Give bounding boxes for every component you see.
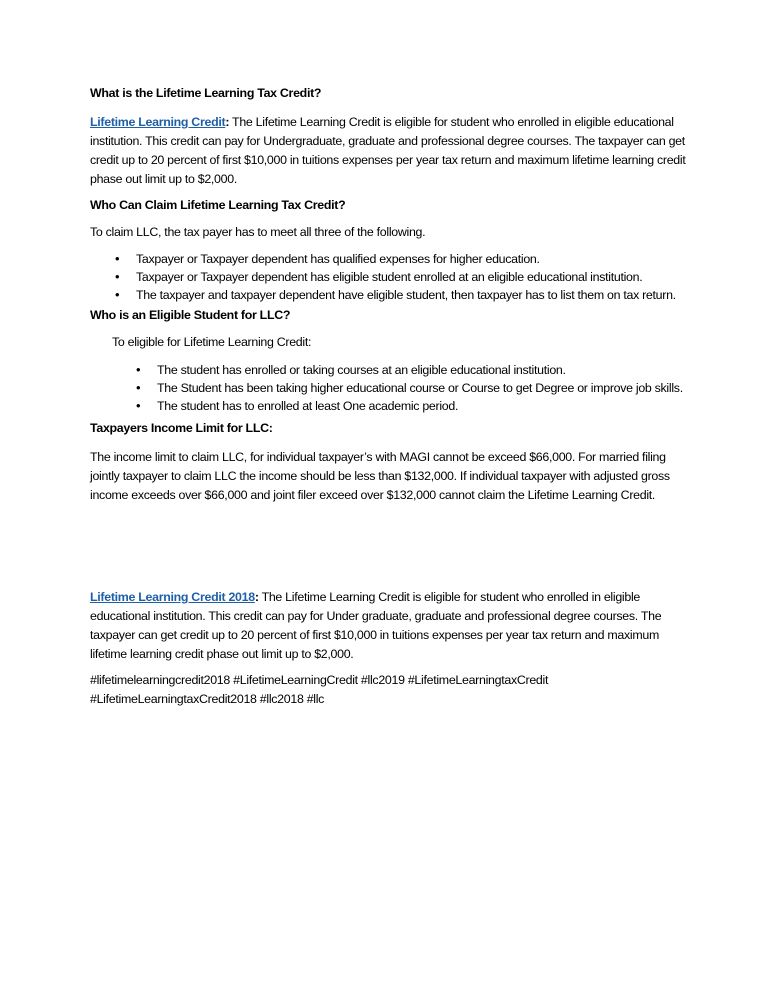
hashtags-line-1: #lifetimelearningcredit2018 #LifetimeLearningCredit #llc2019 #LifetimeLearningtaxCredit	[90, 673, 549, 687]
link-lifetime-learning-credit-2018[interactable]: Lifetime Learning Credit 2018	[90, 590, 255, 604]
colon: :	[254, 590, 259, 604]
list-item: • The taxpayer and taxpayer dependent have eligible student, then taxpayer has to list them on tax return.	[136, 286, 690, 304]
list-item: • Taxpayer or Taxpayer dependent has eligible student enrolled at an eligible educational institution.	[136, 268, 690, 286]
paragraph-claim-requirements: To claim LLC, the tax payer has to meet all three of the following.	[90, 225, 426, 239]
link-lifetime-learning-credit[interactable]: Lifetime Learning Credit	[90, 115, 226, 129]
heading-who-can-claim: Who Can Claim Lifetime Learning Tax Credit?	[90, 198, 346, 212]
paragraph-llc-2018-text: The Lifetime Learning Credit is eligible for student who enrolled in eligible educational institution. This credit can pay for Under graduate, graduate and professional degree courses. The taxpayer can get credit up to 20 percent of first $10,000 in tuitions expenses per year tax return and maximum lifetime learning credit phase out limit up to $2,000.	[90, 590, 662, 661]
hashtags-line-2: #LifetimeLearningtaxCredit2018 #llc2018 #llc	[90, 692, 325, 706]
heading-what-is-llc: What is the Lifetime Learning Tax Credit?	[90, 86, 322, 100]
paragraph-llc-intro	[90, 113, 690, 189]
document-page	[90, 84, 690, 709]
paragraph-eligibility-intro: To eligible for Lifetime Learning Credit:	[112, 335, 312, 349]
paragraph-income-limit: The income limit to claim LLC, for individual taxpayer’s with MAGI cannot be exceed $66,000. For married filing jointly taxpayer to claim LLC the income should be less than $132,000. If individual taxpayer with adjusted gross income exceeds over $66,000 and joint filer exceed over $132,000 cannot claim the Lifetime Learning Credit.	[90, 450, 670, 502]
list-claim-conditions	[90, 250, 690, 304]
list-item: • The student has enrolled or taking courses at an eligible educational institution.	[157, 361, 690, 379]
colon: :	[225, 115, 230, 129]
heading-income-limit: Taxpayers Income Limit for LLC:	[90, 421, 273, 435]
list-item: • The student has to enrolled at least One academic period.	[157, 397, 690, 415]
heading-eligible-student: Who is an Eligible Student for LLC?	[90, 308, 291, 322]
paragraph-llc-intro-text: The Lifetime Learning Credit is eligible for student who enrolled in eligible educational institution. This credit can pay for Undergraduate, graduate and professional degree courses. The taxpayer can get credit up to 20 percent of first $10,000 in tuitions expenses per year tax return and maximum lifetime learning credit phase out limit up to $2,000.	[90, 115, 686, 186]
list-student-conditions	[90, 361, 690, 415]
paragraph-llc-2018	[90, 588, 690, 664]
list-item: • Taxpayer or Taxpayer dependent has qualified expenses for higher education.	[136, 250, 690, 268]
spacer	[90, 505, 690, 588]
list-item: • The Student has been taking higher educational course or Course to get Degree or improve job skills.	[157, 379, 690, 397]
